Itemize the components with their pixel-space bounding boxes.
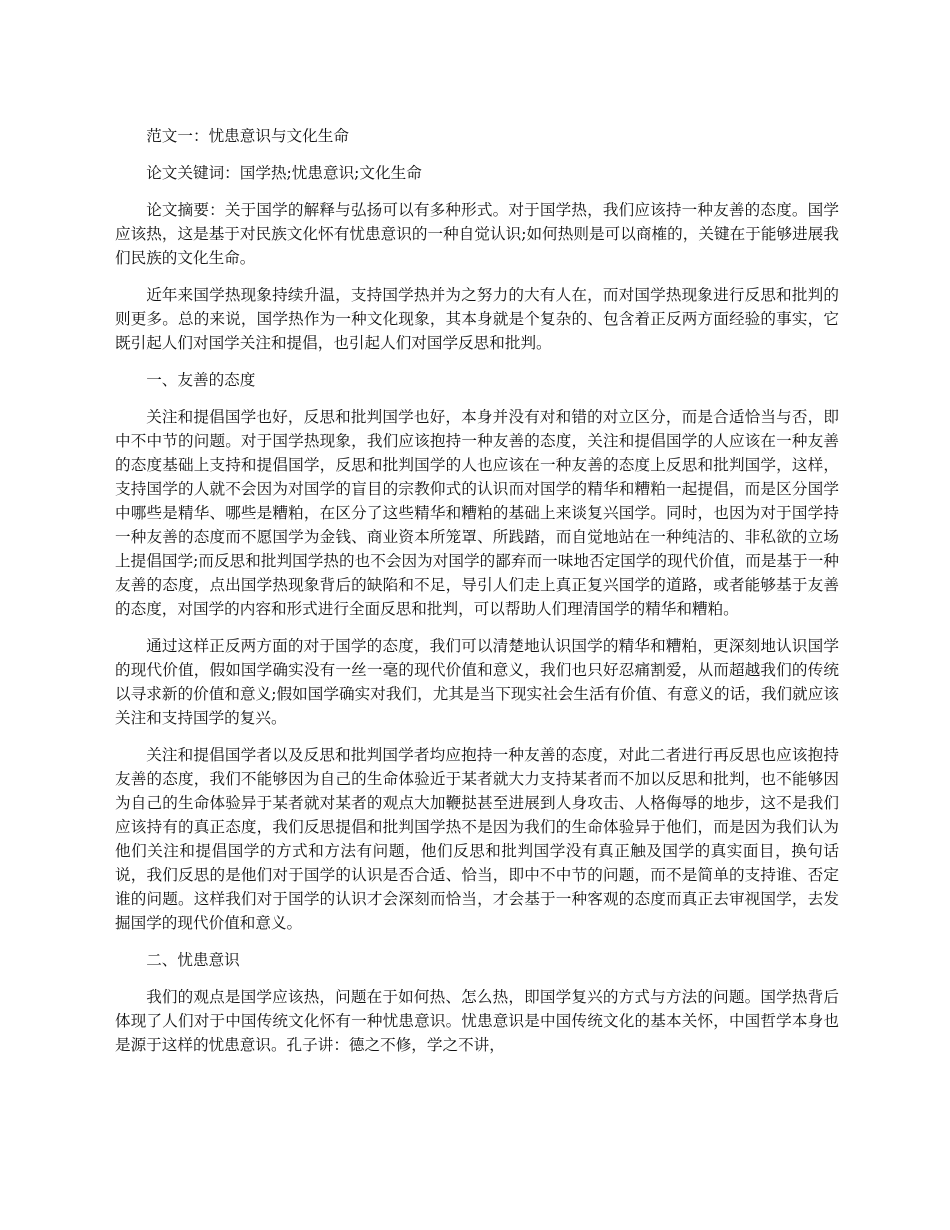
article-title: 范文一：忧患意识与文化生命 [146,127,349,145]
section2-paragraph-1: 我们的观点是国学应该热，问题在于如何热、怎么热，即国学复兴的方式与方法的问题。国学热背后体现了人们对于中国传统文化怀有一种忧患意识。忧患意识是中国传统文化的基本关怀，中国哲学本身也是源于这样的忧患意识。孔子讲：德之不修，学之不讲， [115,988,839,1054]
section-heading-attitude: 一、友善的态度 [146,371,256,389]
section-heading-concern: 二、忧患意识 [146,951,240,969]
intro-paragraph: 近年来国学热现象持续升温，支持国学热并为之努力的大有人在，而对国学热现象进行反思和批判的则更多。总的来说，国学热作为一种文化现象，其本身就是个复杂的、包含着正反两方面经验的事实，它既引起人们对国学关注和提倡，也引起人们对国学反思和批判。 [115,286,839,352]
document-body [115,124,839,1070]
section1-paragraph-3: 关注和提倡国学者以及反思和批判国学者均应抱持一种友善的态度，对此二者进行再反思也应该抱持友善的态度，我们不能够因为自己的生命体验近于某者就大力支持某者而不加以反思和批判，也不能够因为自己的生命体验异于某者就对某者的观点大加鞭挞甚至进展到人身攻击、人格侮辱的地步，这不是我们应该持有的真正态度，我们反思提倡和批判国学热不是因为我们的生命体验异于他们，而是因为我们认为他们关注和提倡国学的方式和方法有问题，他们反思和批判国学没有真正触及国学的真实面目，换句话说，我们反思的是他们对于国学的认识是否合适、恰当，即中不中节的问题，而不是简单的支持谁、否定谁的问题。这样我们对于国学的认识才会深刻而恰当，才会基于一种客观的态度而真正去审视国学，去发掘国学的现代价值和意义。 [115,746,839,932]
keywords-line: 论文关键词：国学热;忧患意识;文化生命 [146,164,422,182]
abstract-paragraph: 论文摘要：关于国学的解释与弘扬可以有多种形式。对于国学热，我们应该持一种友善的态度。国学应该热，这是基于对民族文化怀有忧患意识的一种自觉认识;如何热则是可以商榷的，关键在于能够进展我们民族的文化生命。 [115,201,839,267]
section1-paragraph-2: 通过这样正反两方面的对于国学的态度，我们可以清楚地认识国学的精华和糟粕，更深刻地认识国学的现代价值，假如国学确实没有一丝一毫的现代价值和意义，我们也只好忍痛割爱，从而超越我们的传统以寻求新的价值和意义;假如国学确实对我们，尤其是当下现实社会生活有价值、有意义的话，我们就应该关注和支持国学的复兴。 [115,637,839,727]
section1-paragraph-1: 关注和提倡国学也好，反思和批判国学也好，本身并没有对和错的对立区分，而是合适恰当与否，即中不中节的问题。对于国学热现象，我们应该抱持一种友善的态度，关注和提倡国学的人应该在一种友善的态度基础上支持和提倡国学，反思和批判国学的人也应该在一种友善的态度上反思和批判国学，这样，支持国学的人就不会因为对国学的盲目的宗教仰式的认识而对国学的精华和糟粕一起提倡，而是区分国学中哪些是精华、哪些是糟粕，在区分了这些精华和糟粕的基础上来谈复兴国学。同时，也因为对于国学持一种友善的态度而不愿国学为金钱、商业资本所笼罩、所践踏，而自觉地站在一种纯洁的、非私欲的立场上提倡国学;而反思和批判国学热的也不会因为对国学的鄙弃而一味地否定国学的现代价值，而是基于一种友善的态度，点出国学热现象背后的缺陷和不足，导引人们走上真正复兴国学的道路，或者能够基于友善的态度，对国学的内容和形式进行全面反思和批判，可以帮助人们理清国学的精华和糟粕。 [115,408,839,618]
